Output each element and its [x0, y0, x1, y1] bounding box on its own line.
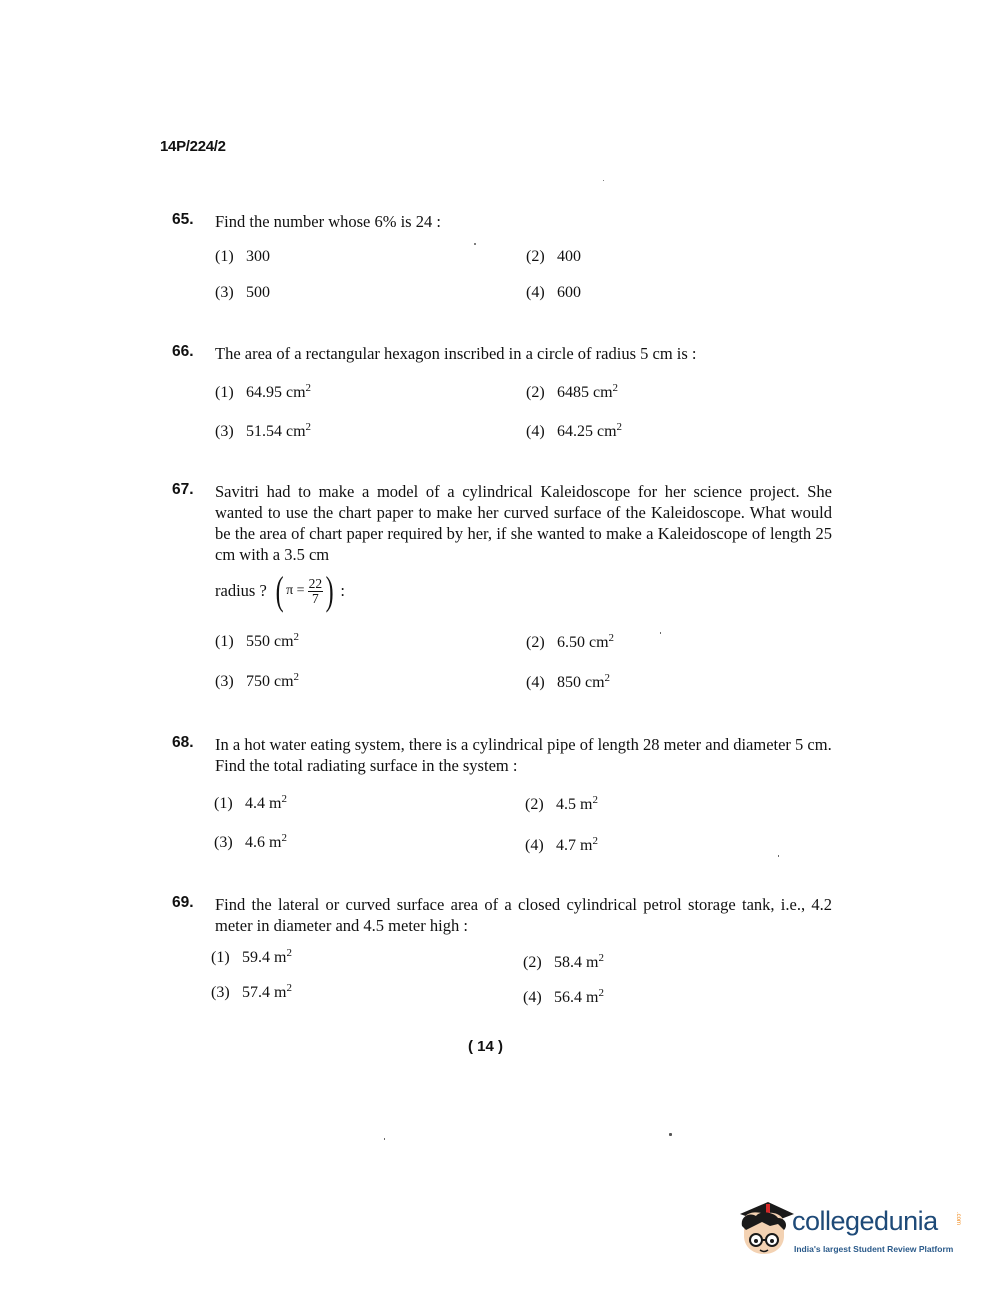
question-text: The area of a rectangular hexagon inscribed in a circle of radius 5 cm is : — [215, 344, 697, 363]
option-label: (2) — [526, 634, 545, 651]
scan-speck — [669, 1133, 672, 1136]
option-label: (2) — [526, 248, 545, 265]
option-label: (2) — [526, 384, 545, 401]
option-value: 4.5 m — [556, 796, 593, 813]
unit-power: 2 — [598, 952, 604, 964]
option-66-3 — [215, 423, 311, 441]
option-69-4 — [523, 989, 604, 1007]
option-68-1 — [214, 795, 287, 813]
unit-power: 2 — [608, 632, 615, 644]
collegedunia-logo — [734, 1196, 964, 1266]
unit-power: 2 — [286, 982, 292, 994]
option-label: (3) — [215, 423, 234, 440]
option-65-2 — [526, 248, 581, 266]
option-value: 51.54 cm — [246, 423, 306, 440]
option-value: 750 cm — [246, 673, 294, 690]
unit-power: 2 — [293, 631, 300, 643]
option-68-2 — [525, 796, 598, 814]
option-value: 57.4 m — [242, 984, 287, 1001]
option-value: 500 — [246, 284, 270, 301]
unit-power: 2 — [592, 794, 598, 806]
option-68-4 — [525, 837, 598, 855]
unit-power: 2 — [612, 382, 619, 394]
question-number: 65. — [172, 211, 194, 228]
unit-power: 2 — [616, 421, 623, 433]
option-label: (2) — [523, 954, 542, 971]
question-68 — [172, 734, 832, 776]
question-69 — [172, 894, 832, 936]
option-65-3 — [215, 284, 270, 302]
question-number: 68. — [172, 734, 194, 751]
close-paren: ) — [325, 568, 334, 613]
option-value: 64.25 cm — [557, 423, 617, 440]
option-label: (3) — [215, 284, 234, 301]
option-67-4 — [526, 674, 610, 692]
unit-power: 2 — [592, 835, 598, 847]
option-65-1 — [215, 248, 270, 266]
unit-power: 2 — [286, 947, 292, 959]
question-text: In a hot water eating system, there is a cylindrical pipe of length 28 meter and diameter 5 cm. Find the total radiating surface in the system : — [215, 735, 832, 775]
option-value: 550 cm — [246, 633, 294, 650]
option-69-3 — [211, 984, 292, 1002]
logo-domain-suffix: .com — [955, 1212, 961, 1226]
unit-power: 2 — [305, 421, 312, 433]
option-65-4 — [526, 284, 581, 302]
option-label: (3) — [215, 673, 234, 690]
option-68-3 — [214, 834, 287, 852]
question-65 — [172, 211, 832, 232]
scan-speck — [474, 243, 476, 245]
option-value: 56.4 m — [554, 989, 599, 1006]
option-66-4 — [526, 423, 622, 441]
question-number: 66. — [172, 343, 194, 360]
option-label: (1) — [211, 949, 230, 966]
unit-power: 2 — [598, 987, 604, 999]
option-label: (3) — [211, 984, 230, 1001]
option-label: (1) — [215, 248, 234, 265]
question-text: Find the number whose 6% is 24 : — [215, 212, 441, 231]
option-value: 59.4 m — [242, 949, 287, 966]
question-66 — [172, 343, 832, 364]
option-66-1 — [215, 384, 311, 402]
unit-power: 2 — [305, 382, 312, 394]
option-69-1 — [211, 949, 292, 967]
question-text: Savitri had to make a model of a cylindrical Kaleidoscope for her science project. She wanted to use the chart paper to make her curved surface of the Kaleidoscope. What would be the area of chart paper required by her, if she wanted to make a Kaleidoscope of length 25 cm with a 3.5 cm — [215, 482, 832, 564]
scan-speck — [778, 855, 779, 857]
pi-expression — [273, 568, 337, 613]
option-label: (2) — [525, 796, 544, 813]
end-colon: : — [340, 581, 345, 600]
option-value: 64.95 cm — [246, 384, 306, 401]
option-69-2 — [523, 954, 604, 972]
question-text: Find the lateral or curved surface area of a closed cylindrical petrol storage tank, i.e., 4.2 meter in diameter and 4.5 meter high : — [215, 895, 832, 935]
student-mascot-icon — [734, 1196, 796, 1266]
option-label: (4) — [526, 674, 545, 691]
unit-power: 2 — [293, 671, 300, 683]
option-value: 300 — [246, 248, 270, 265]
pi-symbol: π = — [286, 583, 305, 598]
unit-power: 2 — [281, 832, 287, 844]
option-67-3 — [215, 673, 299, 691]
option-67-2 — [526, 634, 614, 652]
option-value: 4.6 m — [245, 834, 282, 851]
question-67 — [172, 481, 832, 611]
fraction-numerator: 22 — [308, 575, 323, 591]
option-label: (4) — [523, 989, 542, 1006]
unit-power: 2 — [604, 672, 611, 684]
option-value: 4.4 m — [245, 795, 282, 812]
page-code: 14P/224/2 — [160, 138, 226, 155]
scan-speck — [384, 1138, 385, 1140]
option-67-1 — [215, 633, 299, 651]
option-value: 850 cm — [557, 674, 605, 691]
pi-fraction — [308, 577, 324, 606]
page-number: ( 14 ) — [468, 1038, 504, 1055]
radius-text: radius ? — [215, 581, 267, 600]
option-value: 6485 cm — [557, 384, 613, 401]
question-number: 69. — [172, 894, 194, 911]
open-paren: ( — [275, 568, 284, 613]
scan-speck — [603, 180, 604, 181]
option-label: (3) — [214, 834, 233, 851]
option-label: (4) — [525, 837, 544, 854]
option-label: (4) — [526, 423, 545, 440]
logo-wordmark: collegedunia — [792, 1206, 938, 1236]
question-number: 67. — [172, 481, 194, 498]
option-66-2 — [526, 384, 618, 402]
option-value: 4.7 m — [556, 837, 593, 854]
option-value: 58.4 m — [554, 954, 599, 971]
option-label: (1) — [215, 633, 234, 650]
option-label: (4) — [526, 284, 545, 301]
option-value: 400 — [557, 248, 581, 265]
option-value: 600 — [557, 284, 581, 301]
option-label: (1) — [215, 384, 234, 401]
option-value: 6.50 cm — [557, 634, 609, 651]
option-label: (1) — [214, 795, 233, 812]
scan-speck — [660, 632, 661, 634]
fraction-denominator: 7 — [311, 590, 319, 606]
unit-power: 2 — [281, 793, 287, 805]
radius-formula — [215, 568, 832, 613]
logo-tagline: India's largest Student Review Platform — [794, 1244, 954, 1254]
